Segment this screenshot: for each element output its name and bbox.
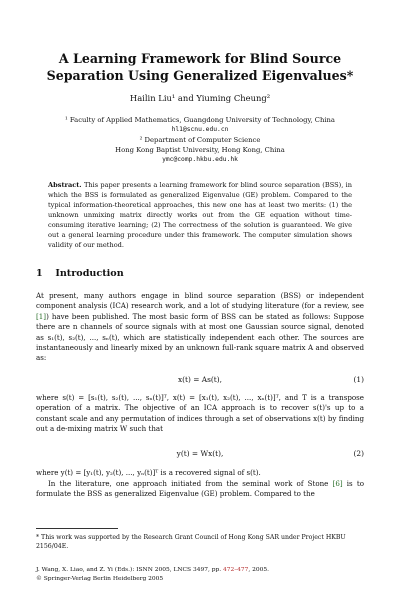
footer-citation: J. Wang, X. Liao, and Z. Yi (Eds.): ISNN 2005, LNCS 3497, pp. [36,567,223,573]
section-number: 1 [36,268,43,279]
equation-2 [36,449,364,461]
equation-2-expr: y(t) = Wx(t), [176,449,224,458]
publication-footer [36,566,364,584]
para1-text-a: At present, many authors engage in blind source separation (BSS) or independent component analysis (ICA) research work, and a lot of studying literature (for a review, see [36,291,364,311]
footnote-divider [36,528,118,529]
title-line-2: Separation Using Generalized Eigenvalues* [46,68,354,83]
footnote: * This work was supported by the Research Grant Council of Hong Kong SAR under Project HKBU 2156/04E. [36,534,346,550]
equation-1 [36,375,364,387]
para4-text-a: In the literature, one approach initiated from the seminal work of Stone [48,479,333,488]
affiliation-2-dept: ² Department of Computer Science [139,136,261,144]
abstract-label: Abstract. [48,181,82,189]
affiliation-2-univ: Hong Kong Baptist University, Hong Kong, China [115,146,285,154]
para3-text: where y(t) = [y₁(t), y₂(t), ..., yₙ(t)]ᵀ is a recovered signal of s(t). [36,468,261,477]
affiliation-1-email: hl1@scnu.edu.cn [171,126,229,133]
intro-paragraph-1 [36,291,364,364]
intro-paragraph-3 [36,468,364,478]
citation-6[interactable]: [6] [332,479,343,488]
abstract [48,180,352,250]
abstract-text: This paper presents a learning framework for blind source separation (BSS), in which the BSS is formulated as generalized Eigenvalue (GE) problem. Compared to the typical information-theoretical approaches, this new one has at least two merits: (1) the unknown unmixing matrix directly works out from the GE equation without time-consuming iterative learning; (2) The correctness of the solution is guaranteed. We give out a general learning procedure under this framework. The computer simulation shows validity of our method. [48,181,352,249]
equation-1-expr: x(t) = As(t), [177,375,222,384]
citation-1[interactable]: [1] [36,311,47,321]
intro-paragraph-2 [36,393,364,435]
section-title: Introduction [55,268,124,279]
para1-text-b: ) have been published. The most basic form of BSS can be stated as follows: Suppose there are n channels of source signals with at most one Gaussian source signal, denoted as s₁(t), s₂(t), ..., sₙ(t), which are statistically independent each other. The sources are instantaneously and linearly mixed by an unknown full-rank square matrix A and observed as: [36,311,364,363]
affiliation-2-email: ymc@comp.hkbu.edu.hk [162,156,238,163]
footer-copyright: © Springer-Verlag Berlin Heidelberg 2005 [36,576,164,582]
footer-pages: 472–477 [222,567,249,573]
paper-title [36,50,364,84]
para4-text-b: is to formulate the BSS as generalized Eigenvalue (GE) problem. Compared to the [36,479,364,499]
section-heading [36,268,124,279]
affiliation-1: ¹ Faculty of Applied Mathematics, Guangdong University of Technology, China [65,116,335,124]
equation-1-number: (1) [353,375,364,384]
para2-text: where s(t) = [s₁(t), s₂(t), ..., sₙ(t)]ᵀ, x(t) = [x₁(t), x₂(t), ..., xₙ(t)]ᵀ, and T is a transpose operation of a matrix. The objective of an ICA approach is to recover s(t)'s up to a constant scale and any permutation of indices through a set of observations x(t) by finding out a de-mixing matrix W such that [36,393,364,434]
author-list: Hailin Liu¹ and Yiuming Cheung² [129,93,271,103]
paper-page [36,0,364,607]
intro-paragraph-4 [36,479,364,500]
footer-year: , 2005. [248,567,270,573]
equation-2-number: (2) [353,449,364,458]
title-line-1: A Learning Framework for Blind Source [58,51,342,66]
footer-line-1 [36,566,364,575]
